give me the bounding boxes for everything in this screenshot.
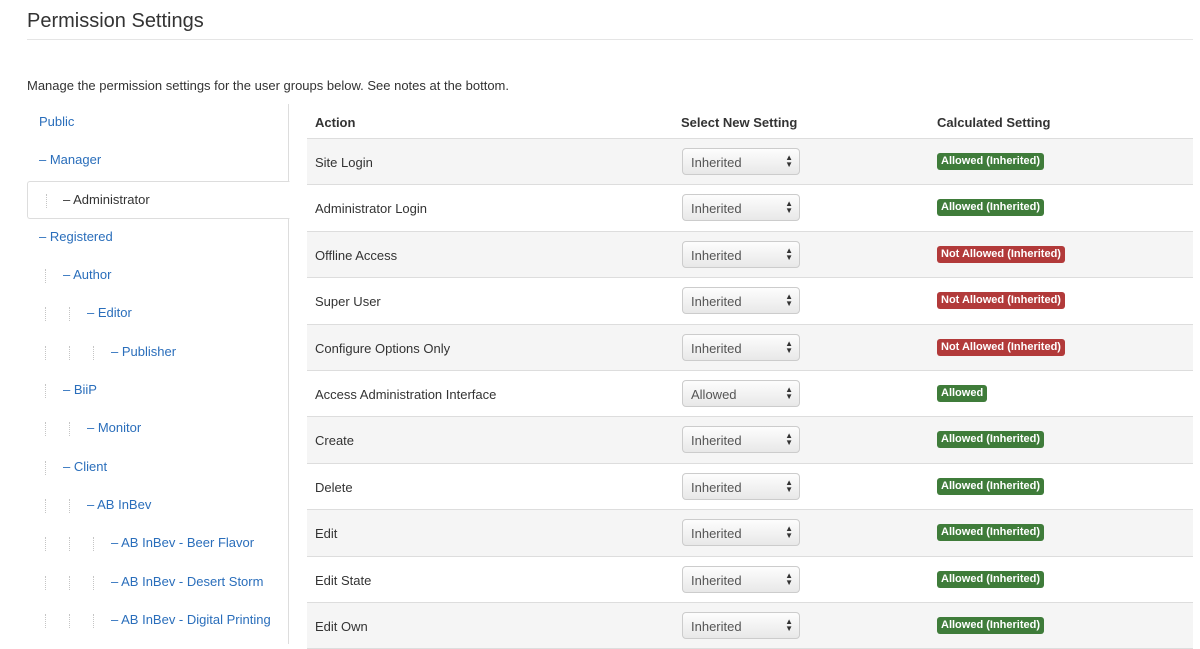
setting-select-value: Allowed [691,386,737,402]
action-label: Edit Own [315,618,368,634]
setting-select-value: Inherited [691,572,742,588]
group-label: – AB InBev - Digital Printing [111,611,271,627]
action-label: Configure Options Only [315,340,451,356]
action-label: Create [315,433,355,449]
calculated-setting-badge: Allowed (Inherited) [937,571,1044,588]
tree-guide-line [45,307,46,321]
action-label: Site Login [315,155,373,170]
calculated-setting-badge: Not Allowed (Inherited) [937,292,1065,309]
tree-guide-line [46,194,47,208]
setting-select[interactable] [682,334,800,361]
tree-guide-line [69,576,70,590]
group-label: Public [39,114,75,129]
group-item[interactable] [27,410,288,448]
group-item[interactable] [27,142,288,180]
setting-select-value: Inherited [691,433,742,449]
up-down-arrows-icon: ▲ ▼ [785,477,793,494]
group-label: – Manager [39,152,102,168]
setting-select[interactable] [682,241,800,268]
header-select-new-setting: Select New Setting [681,115,798,130]
group-label: – AB InBev - Beer Flavor [111,535,255,551]
up-down-arrows-icon: ▲ ▼ [785,292,793,309]
group-item[interactable] [27,602,288,640]
up-down-arrows-icon: ▲ ▼ [785,245,793,262]
tree-guide-line [45,614,46,628]
table-row [307,325,1193,371]
action-label: Access Administration Interface [315,386,497,402]
setting-select[interactable] [682,380,800,407]
setting-select-value: Inherited [691,340,742,356]
table-row [307,185,1193,231]
group-item[interactable] [27,449,288,487]
header-calculated-setting: Calculated Setting [937,115,1051,130]
setting-select[interactable] [682,473,800,500]
table-header [307,104,1193,139]
tree-guide-line [45,499,46,513]
calculated-setting-badge: Allowed (Inherited) [937,524,1044,541]
setting-select[interactable] [682,148,800,175]
calculated-setting-badge: Allowed (Inherited) [937,153,1044,170]
table-row [307,510,1193,556]
tree-guide-line [45,537,46,551]
setting-select-value: Inherited [691,618,742,634]
group-label: – Editor [87,305,132,321]
setting-select-value: Inherited [691,294,742,310]
table-row [307,603,1193,649]
setting-select[interactable] [682,566,800,593]
table-row [307,278,1193,324]
group-item[interactable] [27,487,288,525]
group-item[interactable] [27,372,288,410]
setting-select-value: Inherited [691,201,742,217]
group-label: – AB InBev [87,496,152,512]
up-down-arrows-icon: ▲ ▼ [785,570,793,587]
setting-select[interactable] [682,194,800,221]
group-item[interactable] [27,257,288,295]
table-row [307,464,1193,510]
group-tree [27,104,289,644]
tree-guide-line [69,307,70,321]
group-label: – Registered [39,228,113,244]
setting-select-value: Inherited [691,247,742,263]
calculated-setting-badge: Allowed (Inherited) [937,431,1044,448]
tree-guide-line [93,537,94,551]
table-body [307,139,1193,649]
tree-guide-line [69,614,70,628]
setting-select[interactable] [682,287,800,314]
calculated-setting-badge: Allowed [937,385,987,402]
group-label: – Publisher [111,343,177,359]
table-row [307,417,1193,463]
setting-select[interactable] [682,612,800,639]
setting-select-value: Inherited [691,526,742,542]
tree-guide-line [45,269,46,283]
intro-text: Manage the permission settings for the user groups below. See notes at the bottom. [27,78,510,93]
group-item[interactable] [27,295,288,333]
group-label: – Administrator [63,191,150,207]
tree-guide-line [93,576,94,590]
group-item[interactable] [27,104,288,142]
group-item[interactable] [27,334,288,372]
group-label: – Client [63,458,108,474]
calculated-setting-badge: Not Allowed (Inherited) [937,246,1065,263]
action-label: Administrator Login [315,201,427,217]
group-label: – Author [63,267,112,283]
setting-select-value: Inherited [691,479,742,495]
up-down-arrows-icon: ▲ ▼ [785,199,793,216]
group-label: – Monitor [87,420,142,436]
action-label: Edit State [315,572,372,588]
group-item[interactable] [27,219,288,257]
table-row [307,232,1193,278]
header-action: Action [315,115,356,130]
action-label: Offline Access [315,247,398,263]
setting-select-value: Inherited [691,155,742,170]
calculated-setting-badge: Not Allowed (Inherited) [937,339,1065,356]
up-down-arrows-icon: ▲ ▼ [785,431,793,448]
setting-select[interactable] [682,519,800,546]
tree-guide-line [45,461,46,475]
calculated-setting-badge: Allowed (Inherited) [937,199,1044,216]
tree-guide-line [45,384,46,398]
setting-select[interactable] [682,426,800,453]
calculated-setting-badge: Allowed (Inherited) [937,478,1044,495]
permissions-table [307,104,1193,649]
up-down-arrows-icon: ▲ ▼ [785,338,793,355]
action-label: Edit [315,526,338,542]
page-title: Permission Settings [27,10,204,32]
tree-guide-line [93,346,94,360]
calculated-setting-badge: Allowed (Inherited) [937,617,1044,634]
group-label: – AB InBev - Desert Storm [111,573,264,589]
up-down-arrows-icon: ▲ ▼ [785,524,793,541]
tree-guide-line [93,614,94,628]
tree-guide-line [69,537,70,551]
tree-guide-line [45,422,46,436]
tree-guide-line [69,422,70,436]
table-row [307,371,1193,417]
tree-guide-line [69,499,70,513]
action-label: Super User [315,294,381,310]
group-item[interactable] [27,564,288,602]
title-divider [27,39,1193,40]
table-row [307,557,1193,603]
up-down-arrows-icon: ▲ ▼ [785,616,793,633]
action-label: Delete [315,479,353,495]
tree-guide-line [45,576,46,590]
up-down-arrows-icon: ▲ ▼ [785,384,793,401]
group-item[interactable] [27,181,290,219]
tree-guide-line [69,346,70,360]
up-down-arrows-icon: ▲ ▼ [785,153,793,169]
group-item[interactable] [27,525,288,563]
group-label: – BiiP [63,382,97,398]
tree-guide-line [45,346,46,360]
table-row [307,139,1193,185]
